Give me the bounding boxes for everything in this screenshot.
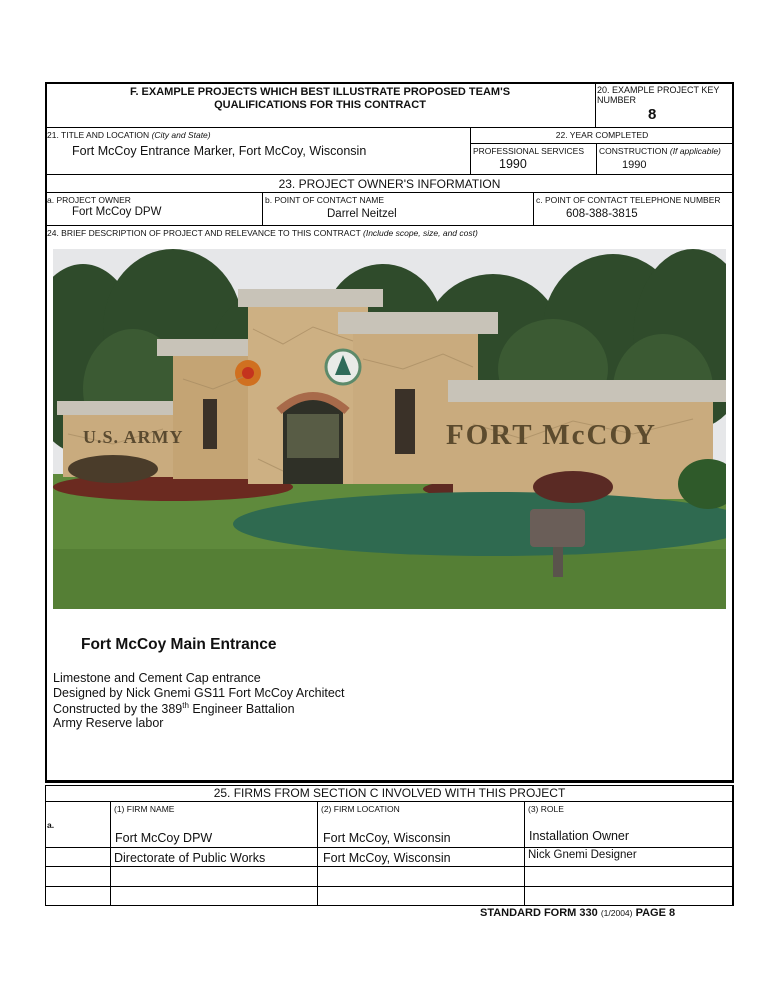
title-location-value: Fort McCoy Entrance Marker, Fort McCoy, Wisconsin: [72, 144, 367, 158]
divider-col-23a: [262, 192, 263, 226]
divider-col-22: [596, 143, 597, 175]
firms-frame-right: [732, 785, 734, 906]
description-line-3-sup: th: [182, 701, 189, 710]
divider-col-23b: [533, 192, 534, 226]
form-footer: [480, 907, 675, 919]
form-footer-page: PAGE 8: [635, 907, 676, 919]
photo-sign-us-army: U.S. ARMY: [83, 427, 184, 447]
professional-services-value: 1990: [499, 157, 527, 171]
firms-divider-c: [45, 886, 734, 887]
contact-name-value: Darrel Neitzel: [327, 208, 397, 220]
project-key-label-line2: NUMBER: [597, 95, 637, 105]
project-key-label-line1: 20. EXAMPLE PROJECT KEY: [597, 85, 720, 95]
construction-label-text: CONSTRUCTION: [599, 146, 668, 156]
description-line-3: [53, 701, 295, 716]
firms-header: 25. FIRMS FROM SECTION C INVOLVED WITH THIS PROJECT: [213, 786, 566, 800]
entrance-photo: [53, 249, 726, 609]
form-footer-date: (1/2004): [600, 908, 633, 918]
title-location-label-text: 21. TITLE AND LOCATION: [47, 130, 150, 140]
firm-1-location: Fort McCoy, Wisconsin: [323, 831, 451, 845]
firm-2-role: Nick Gnemi Designer: [528, 849, 637, 861]
firms-divider-a: [45, 847, 734, 848]
description-line-1: Limestone and Cement Cap entrance: [53, 671, 261, 685]
project-heading: Fort McCoy Main Entrance: [81, 636, 277, 653]
firms-frame-bottom: [45, 905, 734, 906]
firm-name-label: (1) FIRM NAME: [114, 804, 175, 814]
photo-sign-fort-mccoy: FORT McCOY: [446, 419, 657, 451]
frame-bottom-upper: [45, 780, 734, 783]
divider-col-20: [595, 82, 596, 128]
firms-divider-b: [45, 866, 734, 867]
firm-1-role: Installation Owner: [529, 829, 630, 843]
description-line-3-post: Engineer Battalion: [188, 702, 295, 717]
form-footer-name: STANDARD FORM 330: [480, 907, 598, 919]
divider-row-22: [45, 174, 734, 175]
construction-label: [599, 146, 721, 156]
divider-year: [470, 143, 734, 144]
frame-top: [45, 82, 734, 84]
divider-row-23: [45, 192, 734, 193]
section-f-title-line1: F. EXAMPLE PROJECTS WHICH BEST ILLUSTRATE PROPOSED TEAM'S: [129, 86, 511, 98]
firms-col-1: [110, 801, 111, 906]
firm-2-location: Fort McCoy, Wisconsin: [323, 851, 451, 865]
title-location-label-note: (City and State): [151, 130, 211, 140]
firms-row-letter: a.: [47, 820, 55, 830]
section-f-title-line2: QUALIFICATIONS FOR THIS CONTRACT: [214, 99, 426, 111]
project-owner-label: a. PROJECT OWNER: [47, 195, 131, 205]
contact-phone-label: c. POINT OF CONTACT TELEPHONE NUMBER: [536, 195, 721, 205]
description-label: [47, 228, 478, 238]
description-label-note: (Include scope, size, and cost): [363, 228, 478, 238]
firm-location-label: (2) FIRM LOCATION: [321, 804, 400, 814]
title-location-label: [47, 130, 211, 140]
contact-phone-value: 608-388-3815: [566, 208, 638, 220]
description-label-text: 24. BRIEF DESCRIPTION OF PROJECT AND RELEVANCE TO THIS CONTRACT: [47, 228, 361, 238]
professional-services-label: PROFESSIONAL SERVICES: [473, 146, 585, 156]
project-key-number: 8: [648, 106, 657, 123]
firms-col-3: [524, 801, 525, 906]
firm-2-name: Directorate of Public Works: [114, 851, 266, 865]
description-line-4: Army Reserve labor: [53, 716, 164, 730]
construction-value: 1990: [622, 159, 647, 171]
owner-info-header: 23. PROJECT OWNER'S INFORMATION: [278, 177, 501, 191]
firm-role-label: (3) ROLE: [528, 804, 564, 814]
firms-divider-header: [45, 801, 734, 802]
firms-col-2: [317, 801, 318, 906]
description-line-3-pre: Constructed by the 389: [53, 702, 183, 717]
firms-frame-left: [45, 785, 46, 906]
contact-name-label: b. POINT OF CONTACT NAME: [265, 195, 385, 205]
firm-1-name: Fort McCoy DPW: [115, 831, 213, 845]
construction-label-note: (If applicable): [669, 146, 721, 156]
year-completed-label: 22. YEAR COMPLETED: [555, 130, 649, 140]
divider-row-23abc: [45, 225, 734, 226]
project-owner-value: Fort McCoy DPW: [72, 206, 162, 218]
description-line-2: Designed by Nick Gnemi GS11 Fort McCoy Architect: [53, 686, 345, 700]
divider-row-20: [45, 127, 734, 128]
